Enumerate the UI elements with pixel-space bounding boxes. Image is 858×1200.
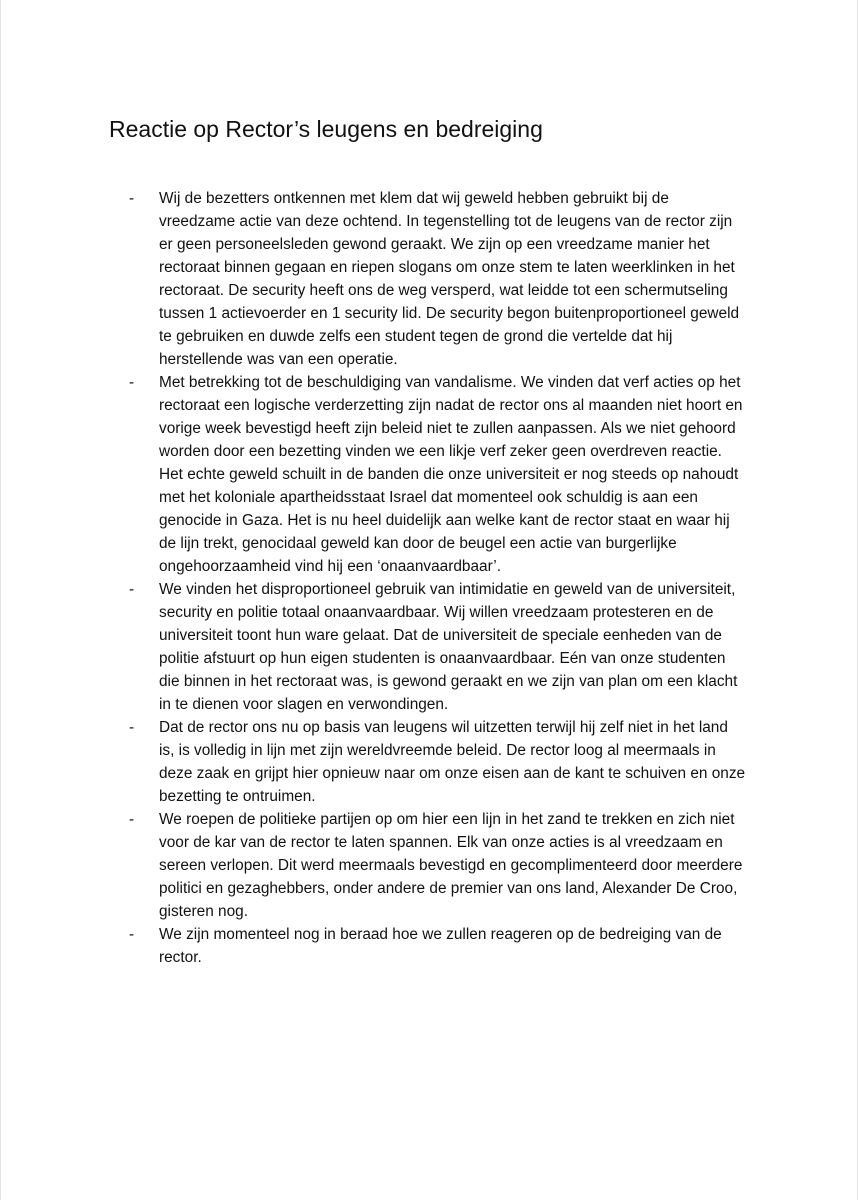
list-item (107, 187, 747, 371)
statement-list (107, 187, 747, 969)
list-item (107, 716, 747, 808)
paragraph-text: We zijn momenteel nog in beraad hoe we zullen reageren op de bedreiging van de rector. (159, 926, 722, 966)
bullet-dash: - (129, 811, 135, 828)
bullet-dash: - (129, 190, 135, 207)
paragraph-text: We roepen de politieke partijen op om hier een lijn in het zand te trekken en zich niet voor de kar van de rector te laten spannen. Elk van onze acties is al vreedzaam en sereen verlopen. Dit werd meermaals bevestigd en gecomplimenteerd door meerdere politici en gezaghebbers, onder andere de premier van ons land, Alexander De Croo, gisteren nog. (159, 811, 743, 920)
paragraph-text: We vinden het disproportioneel gebruik van intimidatie en geweld van de universiteit, security en politie totaal onaanvaardbaar. Wij willen vreedzaam protesteren en de universiteit toont hun ware gelaat. Dat de universiteit de speciale eenheden van de politie afstuurt op hun eigen studenten is onaanvaardbaar. Eén van onze studenten die binnen in het rectoraat was, is gewond geraakt en we zijn van plan om een klacht in te dienen voor slagen en verwondingen. (159, 581, 738, 713)
list-item (107, 371, 747, 578)
bullet-dash: - (129, 581, 135, 598)
bullet-dash: - (129, 719, 135, 736)
paragraph-text: Met betrekking tot de beschuldiging van vandalisme. We vinden dat verf acties op het rectoraat een logische verderzetting zijn nadat de rector ons al maanden niet hoort en vorige week bevestigd heeft zijn beleid niet te zullen aanpassen. Als we niet gehoord worden door een bezetting vinden we een likje verf zeker geen overdreven reactie. Het echte geweld schuilt in de banden die onze universiteit er nog steeds op nahoudt met het koloniale apartheidsstaat Israel dat momenteel ook schuldig is aan een genocide in Gaza. Het is nu heel duidelijk aan welke kant de rector staat en waar hij de lijn trekt, genocidaal geweld kan door de beugel een actie van burgerlijke ongehoorzaamheid vind hij een ‘onaanvaardbaar’. (159, 374, 743, 575)
list-item (107, 808, 747, 923)
paragraph-text: Wij de bezetters ontkennen met klem dat wij geweld hebben gebruikt bij de vreedzame actie van deze ochtend. In tegenstelling tot de leugens van de rector zijn er geen personeelsleden gewond geraakt. We zijn op een vreedzame manier het rectoraat binnen gegaan en riepen slogans om onze stem te laten weerklinken in het rectoraat. De security heeft ons de weg versperd, wat leidde tot een schermutseling tussen 1 actievoerder en 1 security lid. De security begon buitenproportioneel geweld te gebruiken en duwde zelfs een student tegen de grond die vertelde dat hij herstellende was van een operatie. (159, 190, 740, 368)
bullet-dash: - (129, 926, 135, 943)
list-item (107, 923, 747, 969)
bullet-dash: - (129, 374, 135, 391)
document-title: Reactie op Rector’s leugens en bedreiging (109, 116, 543, 142)
paragraph-text: Dat de rector ons nu op basis van leugens wil uitzetten terwijl hij zelf niet in het land is, is volledig in lijn met zijn wereldvreemde beleid. De rector loog al meermaals in deze zaak en grijpt hier opnieuw naar om onze eisen aan de kant te schuiven en onze bezetting te ontruimen. (159, 719, 746, 805)
list-item (107, 578, 747, 716)
